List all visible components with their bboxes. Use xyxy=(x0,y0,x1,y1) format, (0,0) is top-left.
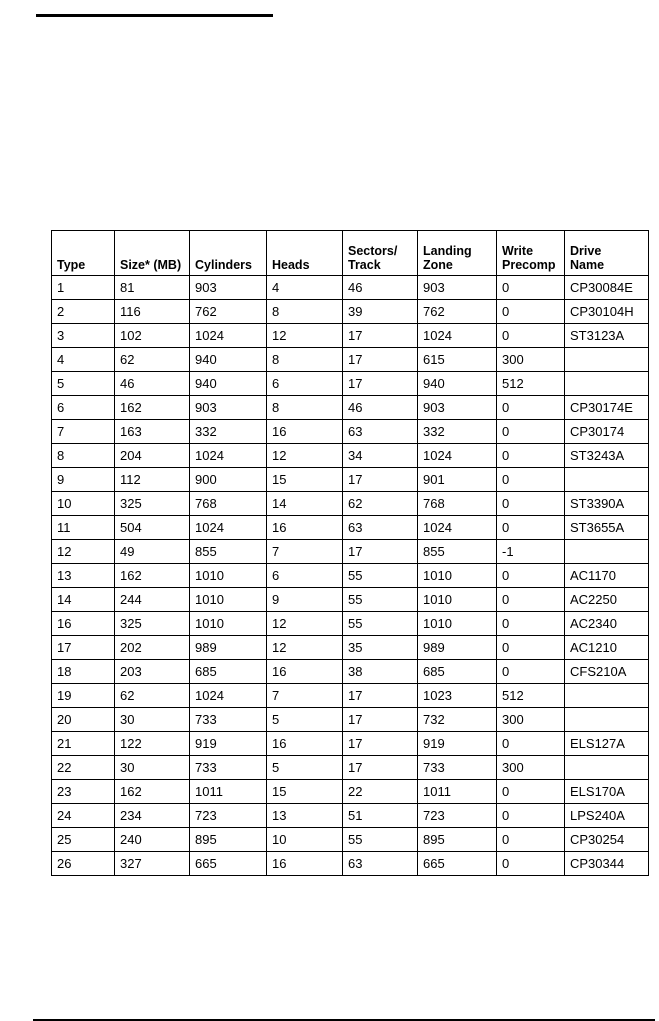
cell-cylinders: 332 xyxy=(190,420,267,444)
cell-size: 327 xyxy=(115,852,190,876)
cell-write-precomp: 0 xyxy=(497,588,565,612)
cell-size: 30 xyxy=(115,708,190,732)
table-row xyxy=(52,588,649,612)
cell-write-precomp: 0 xyxy=(497,660,565,684)
cell-type: 9 xyxy=(52,468,115,492)
cell-size: 102 xyxy=(115,324,190,348)
column-header-line: Type xyxy=(57,258,86,272)
cell-cylinders: 855 xyxy=(190,540,267,564)
cell-drive-name: CP30104H xyxy=(565,300,649,324)
cell-drive-name: CP30174E xyxy=(565,396,649,420)
cell-landing-zone: 901 xyxy=(418,468,497,492)
cell-type: 10 xyxy=(52,492,115,516)
cell-size: 163 xyxy=(115,420,190,444)
cell-heads: 4 xyxy=(267,276,343,300)
cell-cylinders: 903 xyxy=(190,276,267,300)
cell-write-precomp: 300 xyxy=(497,708,565,732)
cell-cylinders: 989 xyxy=(190,636,267,660)
cell-landing-zone: 723 xyxy=(418,804,497,828)
cell-drive-name: ELS170A xyxy=(565,780,649,804)
cell-cylinders: 1024 xyxy=(190,444,267,468)
cell-drive-name: CP30344 xyxy=(565,852,649,876)
cell-cylinders: 1010 xyxy=(190,588,267,612)
cell-size: 81 xyxy=(115,276,190,300)
cell-heads: 7 xyxy=(267,540,343,564)
cell-size: 62 xyxy=(115,684,190,708)
cell-type: 18 xyxy=(52,660,115,684)
cell-sectors-track: 63 xyxy=(343,852,418,876)
cell-sectors-track: 35 xyxy=(343,636,418,660)
cell-landing-zone: 768 xyxy=(418,492,497,516)
cell-heads: 8 xyxy=(267,300,343,324)
cell-write-precomp: 0 xyxy=(497,804,565,828)
cell-write-precomp: 512 xyxy=(497,684,565,708)
cell-write-precomp: 0 xyxy=(497,564,565,588)
cell-write-precomp: 0 xyxy=(497,420,565,444)
cell-heads: 12 xyxy=(267,612,343,636)
cell-landing-zone: 1024 xyxy=(418,516,497,540)
column-header-line: Heads xyxy=(272,258,310,272)
cell-landing-zone: 940 xyxy=(418,372,497,396)
cell-heads: 16 xyxy=(267,420,343,444)
cell-type: 24 xyxy=(52,804,115,828)
cell-write-precomp: 0 xyxy=(497,300,565,324)
cell-drive-name xyxy=(565,684,649,708)
cell-cylinders: 1011 xyxy=(190,780,267,804)
cell-sectors-track: 51 xyxy=(343,804,418,828)
column-header-line: Write xyxy=(502,244,534,258)
cell-drive-name: AC1210 xyxy=(565,636,649,660)
table-row xyxy=(52,396,649,420)
cell-drive-name xyxy=(565,756,649,780)
cell-size: 504 xyxy=(115,516,190,540)
column-header-line: Zone xyxy=(423,258,453,272)
cell-cylinders: 723 xyxy=(190,804,267,828)
cell-landing-zone: 1010 xyxy=(418,588,497,612)
cell-heads: 9 xyxy=(267,588,343,612)
cell-sectors-track: 22 xyxy=(343,780,418,804)
cell-sectors-track: 17 xyxy=(343,372,418,396)
cell-cylinders: 762 xyxy=(190,300,267,324)
cell-type: 7 xyxy=(52,420,115,444)
column-header-line: Drive xyxy=(570,244,602,258)
cell-type: 21 xyxy=(52,732,115,756)
cell-type: 13 xyxy=(52,564,115,588)
cell-heads: 7 xyxy=(267,684,343,708)
table-row xyxy=(52,300,649,324)
cell-write-precomp: 300 xyxy=(497,756,565,780)
cell-sectors-track: 55 xyxy=(343,564,418,588)
cell-drive-name: ST3390A xyxy=(565,492,649,516)
cell-cylinders: 1024 xyxy=(190,684,267,708)
cell-landing-zone: 1024 xyxy=(418,324,497,348)
cell-drive-name xyxy=(565,540,649,564)
cell-cylinders: 1024 xyxy=(190,324,267,348)
cell-type: 12 xyxy=(52,540,115,564)
cell-write-precomp: 0 xyxy=(497,444,565,468)
cell-type: 8 xyxy=(52,444,115,468)
cell-drive-name xyxy=(565,372,649,396)
cell-heads: 13 xyxy=(267,804,343,828)
cell-landing-zone: 1010 xyxy=(418,564,497,588)
cell-landing-zone: 1024 xyxy=(418,444,497,468)
cell-cylinders: 903 xyxy=(190,396,267,420)
cell-type: 1 xyxy=(52,276,115,300)
cell-landing-zone: 855 xyxy=(418,540,497,564)
cell-type: 22 xyxy=(52,756,115,780)
cell-write-precomp: 0 xyxy=(497,468,565,492)
cell-cylinders: 733 xyxy=(190,756,267,780)
cell-cylinders: 895 xyxy=(190,828,267,852)
table-row xyxy=(52,756,649,780)
cell-drive-name: CP30174 xyxy=(565,420,649,444)
cell-landing-zone: 732 xyxy=(418,708,497,732)
cell-heads: 14 xyxy=(267,492,343,516)
column-header-size xyxy=(115,231,190,276)
cell-size: 202 xyxy=(115,636,190,660)
cell-heads: 12 xyxy=(267,324,343,348)
table-row xyxy=(52,852,649,876)
cell-cylinders: 733 xyxy=(190,708,267,732)
cell-sectors-track: 17 xyxy=(343,348,418,372)
cell-heads: 16 xyxy=(267,516,343,540)
column-header-line: Name xyxy=(570,258,605,272)
cell-drive-name: AC1170 xyxy=(565,564,649,588)
table-row xyxy=(52,348,649,372)
column-header-line: Cylinders xyxy=(195,258,252,272)
cell-sectors-track: 17 xyxy=(343,708,418,732)
cell-landing-zone: 1010 xyxy=(418,612,497,636)
cell-write-precomp: -1 xyxy=(497,540,565,564)
cell-size: 162 xyxy=(115,564,190,588)
table-row xyxy=(52,420,649,444)
cell-sectors-track: 17 xyxy=(343,324,418,348)
cell-size: 325 xyxy=(115,492,190,516)
cell-sectors-track: 62 xyxy=(343,492,418,516)
cell-write-precomp: 0 xyxy=(497,516,565,540)
cell-landing-zone: 685 xyxy=(418,660,497,684)
cell-sectors-track: 38 xyxy=(343,660,418,684)
cell-sectors-track: 55 xyxy=(343,588,418,612)
cell-size: 204 xyxy=(115,444,190,468)
cell-size: 162 xyxy=(115,780,190,804)
table-row xyxy=(52,564,649,588)
table-row xyxy=(52,540,649,564)
cell-type: 4 xyxy=(52,348,115,372)
cell-type: 3 xyxy=(52,324,115,348)
cell-cylinders: 1010 xyxy=(190,612,267,636)
cell-size: 203 xyxy=(115,660,190,684)
cell-write-precomp: 0 xyxy=(497,492,565,516)
cell-size: 325 xyxy=(115,612,190,636)
table-row xyxy=(52,324,649,348)
cell-heads: 8 xyxy=(267,396,343,420)
cell-size: 30 xyxy=(115,756,190,780)
cell-drive-name: ST3655A xyxy=(565,516,649,540)
cell-size: 62 xyxy=(115,348,190,372)
cell-cylinders: 685 xyxy=(190,660,267,684)
table-row xyxy=(52,636,649,660)
table-row xyxy=(52,276,649,300)
table-row xyxy=(52,492,649,516)
cell-drive-name: CP30254 xyxy=(565,828,649,852)
cell-type: 23 xyxy=(52,780,115,804)
cell-type: 11 xyxy=(52,516,115,540)
table-row xyxy=(52,804,649,828)
cell-write-precomp: 0 xyxy=(497,324,565,348)
cell-write-precomp: 0 xyxy=(497,732,565,756)
table-row xyxy=(52,444,649,468)
cell-heads: 8 xyxy=(267,348,343,372)
cell-size: 162 xyxy=(115,396,190,420)
cell-type: 26 xyxy=(52,852,115,876)
cell-sectors-track: 17 xyxy=(343,684,418,708)
cell-drive-name xyxy=(565,348,649,372)
cell-size: 234 xyxy=(115,804,190,828)
cell-sectors-track: 17 xyxy=(343,732,418,756)
cell-landing-zone: 989 xyxy=(418,636,497,660)
cell-sectors-track: 34 xyxy=(343,444,418,468)
column-header-line: Size* (MB) xyxy=(120,258,182,272)
column-header-sectors-track xyxy=(343,231,418,276)
cell-landing-zone: 919 xyxy=(418,732,497,756)
cell-landing-zone: 903 xyxy=(418,276,497,300)
cell-sectors-track: 46 xyxy=(343,276,418,300)
table-row xyxy=(52,780,649,804)
cell-type: 5 xyxy=(52,372,115,396)
column-header-landing-zone xyxy=(418,231,497,276)
cell-write-precomp: 0 xyxy=(497,852,565,876)
table-row xyxy=(52,516,649,540)
cell-landing-zone: 903 xyxy=(418,396,497,420)
cell-landing-zone: 1011 xyxy=(418,780,497,804)
column-header-cylinders xyxy=(190,231,267,276)
cell-heads: 16 xyxy=(267,660,343,684)
cell-drive-name: AC2340 xyxy=(565,612,649,636)
cell-heads: 6 xyxy=(267,564,343,588)
cell-sectors-track: 46 xyxy=(343,396,418,420)
cell-sectors-track: 55 xyxy=(343,828,418,852)
cell-drive-name: CFS210A xyxy=(565,660,649,684)
cell-drive-name xyxy=(565,708,649,732)
cell-size: 244 xyxy=(115,588,190,612)
cell-sectors-track: 63 xyxy=(343,420,418,444)
cell-landing-zone: 332 xyxy=(418,420,497,444)
cell-heads: 5 xyxy=(267,708,343,732)
table-header-row xyxy=(52,231,649,276)
cell-write-precomp: 512 xyxy=(497,372,565,396)
cell-landing-zone: 762 xyxy=(418,300,497,324)
cell-heads: 5 xyxy=(267,756,343,780)
cell-drive-name: ST3123A xyxy=(565,324,649,348)
cell-type: 20 xyxy=(52,708,115,732)
column-header-drive-name xyxy=(565,231,649,276)
table-row xyxy=(52,468,649,492)
cell-cylinders: 940 xyxy=(190,348,267,372)
column-header-type xyxy=(52,231,115,276)
cell-type: 6 xyxy=(52,396,115,420)
cell-sectors-track: 17 xyxy=(343,540,418,564)
column-header-write-precomp xyxy=(497,231,565,276)
cell-type: 2 xyxy=(52,300,115,324)
cell-drive-name: ELS127A xyxy=(565,732,649,756)
table-body xyxy=(52,276,649,876)
cell-write-precomp: 0 xyxy=(497,276,565,300)
cell-heads: 16 xyxy=(267,852,343,876)
cell-size: 122 xyxy=(115,732,190,756)
cell-cylinders: 900 xyxy=(190,468,267,492)
cell-sectors-track: 63 xyxy=(343,516,418,540)
cell-write-precomp: 0 xyxy=(497,396,565,420)
cell-cylinders: 940 xyxy=(190,372,267,396)
cell-heads: 6 xyxy=(267,372,343,396)
table-row xyxy=(52,732,649,756)
cell-cylinders: 768 xyxy=(190,492,267,516)
cell-size: 46 xyxy=(115,372,190,396)
cell-size: 49 xyxy=(115,540,190,564)
cell-heads: 15 xyxy=(267,780,343,804)
table-row xyxy=(52,828,649,852)
cell-heads: 12 xyxy=(267,444,343,468)
cell-landing-zone: 665 xyxy=(418,852,497,876)
cell-landing-zone: 733 xyxy=(418,756,497,780)
cell-heads: 15 xyxy=(267,468,343,492)
cell-landing-zone: 1023 xyxy=(418,684,497,708)
table-row xyxy=(52,708,649,732)
cell-drive-name: AC2250 xyxy=(565,588,649,612)
column-header-heads xyxy=(267,231,343,276)
cell-cylinders: 919 xyxy=(190,732,267,756)
column-header-line: Track xyxy=(348,258,381,272)
cell-type: 17 xyxy=(52,636,115,660)
cell-drive-name: ST3243A xyxy=(565,444,649,468)
cell-drive-name: LPS240A xyxy=(565,804,649,828)
cell-cylinders: 665 xyxy=(190,852,267,876)
cell-size: 116 xyxy=(115,300,190,324)
column-header-line: Precomp xyxy=(502,258,556,272)
cell-sectors-track: 39 xyxy=(343,300,418,324)
cell-landing-zone: 895 xyxy=(418,828,497,852)
cell-size: 240 xyxy=(115,828,190,852)
table-row xyxy=(52,372,649,396)
cell-write-precomp: 300 xyxy=(497,348,565,372)
cell-cylinders: 1010 xyxy=(190,564,267,588)
cell-write-precomp: 0 xyxy=(497,828,565,852)
cell-type: 14 xyxy=(52,588,115,612)
column-header-line: Landing xyxy=(423,244,472,258)
cell-heads: 10 xyxy=(267,828,343,852)
cell-write-precomp: 0 xyxy=(497,612,565,636)
cell-size: 112 xyxy=(115,468,190,492)
header-rule xyxy=(36,14,273,17)
table-row xyxy=(52,612,649,636)
cell-sectors-track: 55 xyxy=(343,612,418,636)
table-row xyxy=(52,660,649,684)
cell-drive-name xyxy=(565,468,649,492)
table-row xyxy=(52,684,649,708)
cell-type: 16 xyxy=(52,612,115,636)
cell-heads: 12 xyxy=(267,636,343,660)
cell-type: 25 xyxy=(52,828,115,852)
column-header-line: Sectors/ xyxy=(348,244,398,258)
cell-write-precomp: 0 xyxy=(497,636,565,660)
cell-sectors-track: 17 xyxy=(343,468,418,492)
cell-landing-zone: 615 xyxy=(418,348,497,372)
cell-heads: 16 xyxy=(267,732,343,756)
cell-drive-name: CP30084E xyxy=(565,276,649,300)
cell-cylinders: 1024 xyxy=(190,516,267,540)
cell-sectors-track: 17 xyxy=(343,756,418,780)
cell-write-precomp: 0 xyxy=(497,780,565,804)
cell-type: 19 xyxy=(52,684,115,708)
drive-type-table xyxy=(51,230,649,876)
